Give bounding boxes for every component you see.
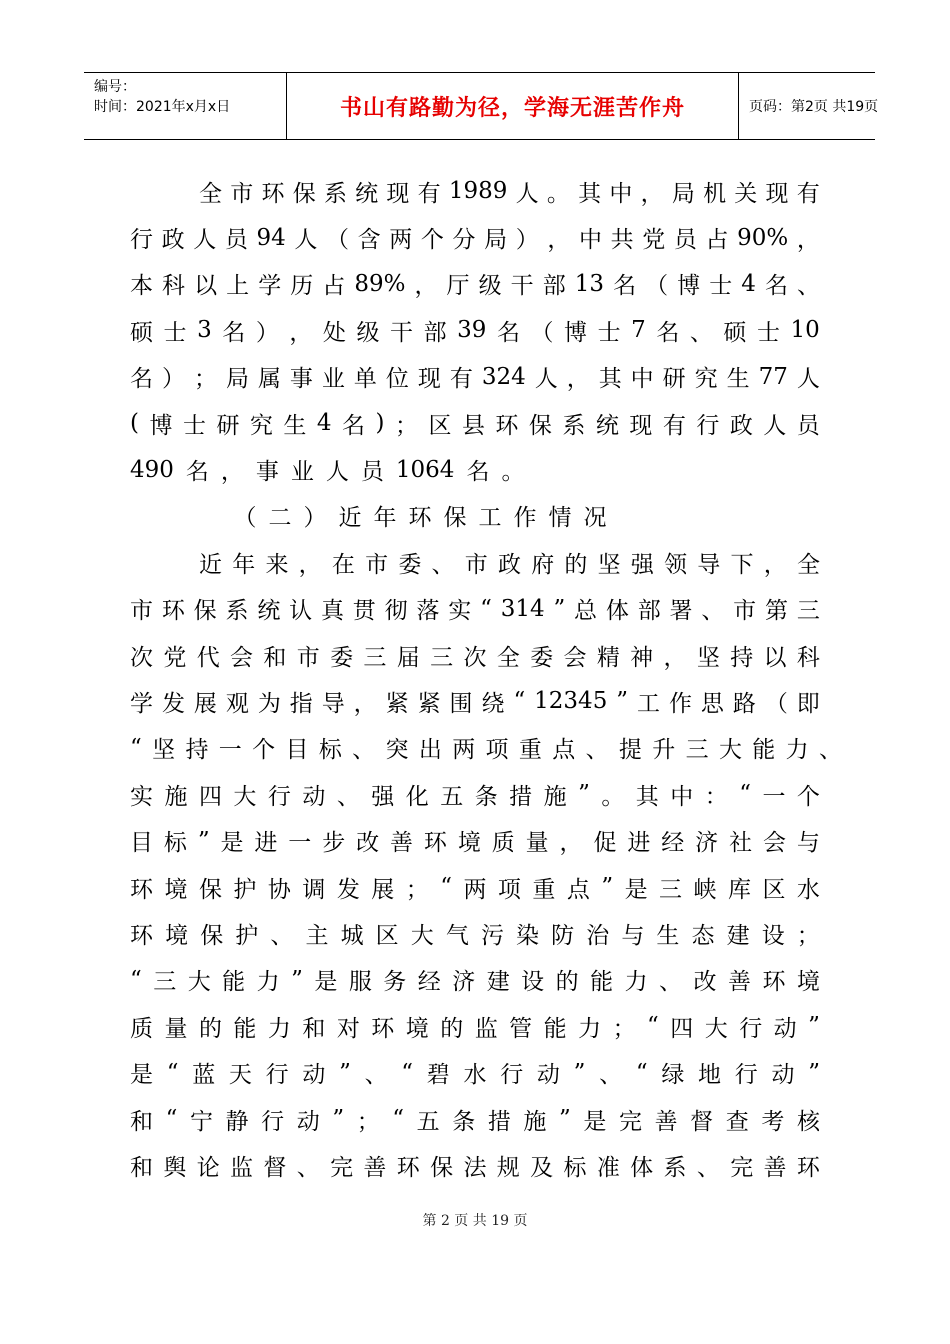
body-line: 和 “ 宁 静 行 动 ” ； “ 五 条 措 施 ” 是 完 善 督 查 考 核 — [130, 1106, 820, 1135]
document-number-label: 编号： — [94, 79, 136, 95]
body-line: 是 “ 蓝 天 行 动 ” 、 “ 碧 水 行 动 ” 、 “ 绿 地 行 动 ” — [130, 1059, 820, 1089]
body-line: “ 坚 持 一 个 目 标 、 突 出 两 项 重 点 、 提 升 三 大 能 力 、 — [130, 734, 842, 764]
body-line: 本 科 以 上 学 历 占 89% ， 厅 级 干 部 13 名 （ 博 士 4 名 、 — [130, 270, 820, 300]
body-line: 行 政 人 员 94 人 （ 含 两 个 分 局 ） ， 中 共 党 员 占 90% ， — [130, 224, 820, 254]
body-line: 环 境 保 护 、 主 城 区 大 气 污 染 防 治 与 生 态 建 设 ； — [130, 922, 820, 949]
body-line: ( 博 士 研 究 生 4 名 ) ； 区 县 环 保 系 统 现 有 行 政 人 员 — [130, 410, 820, 439]
body-line: 实 施 四 大 行 动 、 强 化 五 条 措 施 ” 。 其 中 ： “ 一 个 — [130, 781, 820, 810]
body-line: （ 二 ） 近 年 环 保 工 作 情 况 — [233, 505, 607, 532]
header-page-info: 页码：第2页 共19页 — [749, 99, 879, 115]
document-body — [130, 168, 842, 1189]
header-motto-cell — [286, 73, 739, 139]
document-time-label: 时间：2021年x月x日 — [94, 99, 231, 115]
body-line: 环 境 保 护 协 调 发 展 ； “ 两 项 重 点 ” 是 三 峡 库 区 水 — [130, 874, 820, 903]
body-line: 名 ） ； 局 属 事 业 单 位 现 有 324 人 ， 其 中 研 究 生 77 人 — [130, 363, 820, 393]
body-line: 和 舆 论 监 督 、 完 善 环 保 法 规 及 标 准 体 系 、 完 善 环 — [130, 1154, 820, 1181]
header-meta-cell — [84, 73, 286, 139]
body-line: 近 年 来 ， 在 市 委 、 市 政 府 的 坚 强 领 导 下 ， 全 — [199, 551, 820, 578]
body-line: 市 环 保 系 统 认 真 贯 彻 落 实 “ 314 ” 总 体 部 署 、 市 第 三 — [130, 595, 820, 625]
header-motto: 书山有路勤为径，学海无涯苦作舟 — [339, 95, 685, 121]
header-page-cell — [739, 73, 879, 139]
body-line: 学 发 展 观 为 指 导 ， 紧 紧 围 绕 “ 12345 ” 工 作 思 路 （ 即 — [130, 688, 820, 717]
body-line: 全 市 环 保 系 统 现 有 1989 人 。 其 中 ， 局 机 关 现 有 — [199, 178, 820, 207]
body-line: “ 三 大 能 力 ” 是 服 务 经 济 建 设 的 能 力 、 改 善 环 境 — [130, 966, 820, 996]
page-footer: 第 2 页 共 19 页 — [422, 1213, 528, 1229]
body-line: 次 党 代 会 和 市 委 三 届 三 次 全 委 会 精 神 ， 坚 持 以 科 — [130, 644, 820, 671]
page-header — [84, 72, 879, 140]
body-line: 目 标 ” 是 进 一 步 改 善 环 境 质 量 ， 促 进 经 济 社 会 与 — [130, 827, 820, 857]
body-line: 硕 士 3 名 ） ， 处 级 干 部 39 名 （ 博 士 7 名 、 硕 士 10 — [130, 317, 820, 346]
body-line: 490 名 ， 事 业 人 员 1064 名 。 — [130, 456, 525, 486]
body-line: 质 量 的 能 力 和 对 环 境 的 监 管 能 力 ； “ 四 大 行 动 ” — [130, 1013, 820, 1042]
